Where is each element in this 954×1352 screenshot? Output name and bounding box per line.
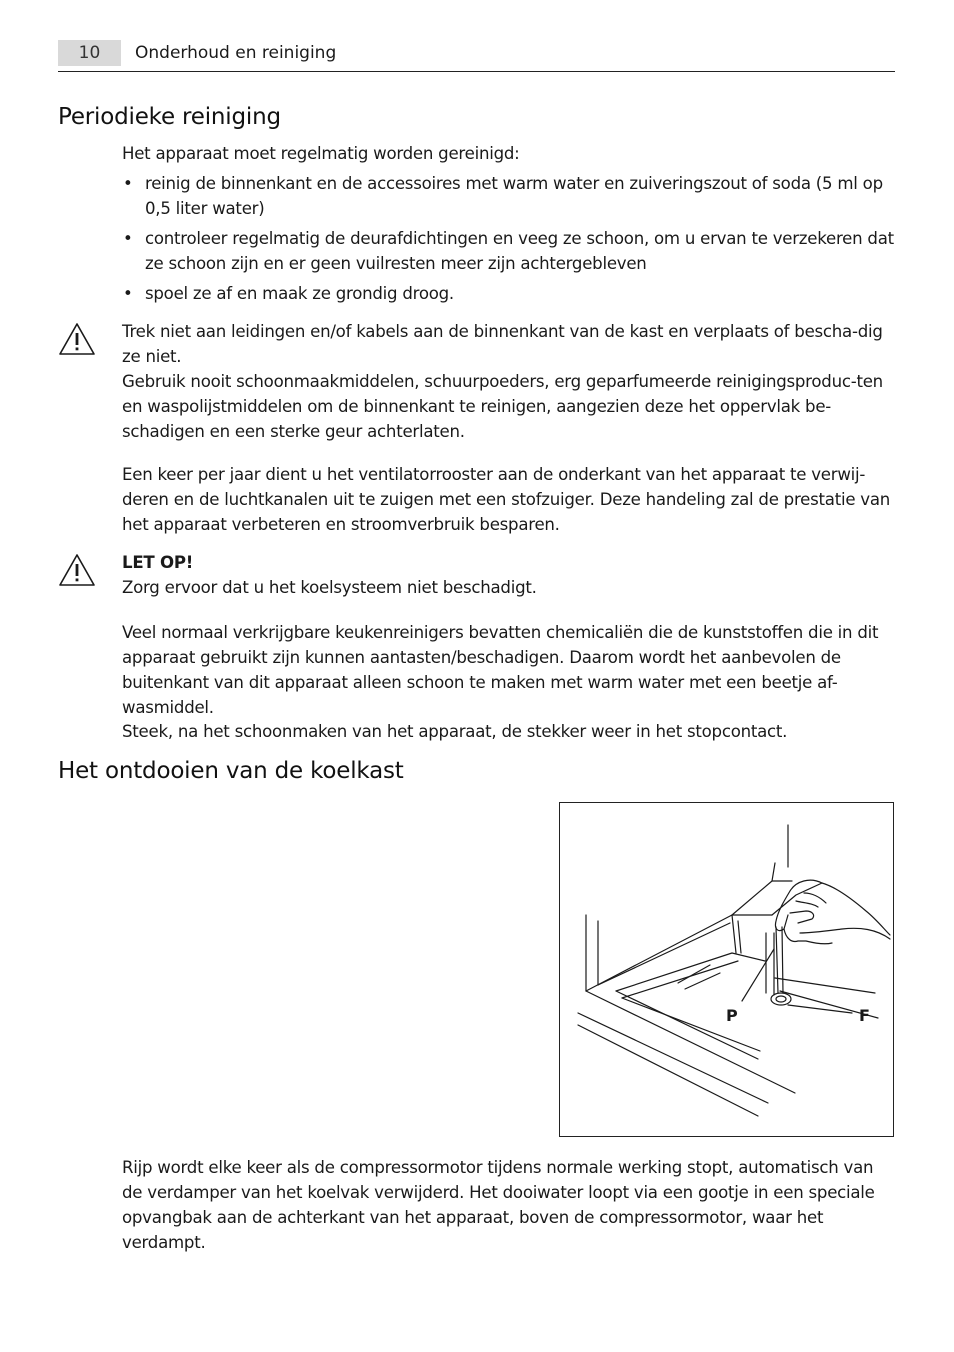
- defrost-drain-illustration: [559, 802, 894, 1137]
- page-number: 10: [58, 40, 121, 66]
- list-item: • reinig de binnenkant en de accessoires met warm water en zuiveringszout of soda (5 ml op 0,5 liter water): [122, 171, 894, 221]
- warning-triangle-icon: [58, 322, 96, 356]
- label-f: F: [859, 1006, 870, 1025]
- heading-periodic-cleaning: Periodieke reiniging: [58, 104, 281, 130]
- caution-text: Zorg ervoor dat u het koelsysteem niet beschadigt.: [122, 578, 537, 597]
- warning-cleaners-text: Gebruik nooit schoonmaakmiddelen, schuurpoeders, erg geparfumeerde reinigingsproduc-ten en waspolijstmiddelen om de binnenkant te reinigen, aangezien deze het oppervlak be-schadigen en een sterke geur achterlaten.: [122, 372, 883, 441]
- warning-cables-text: Trek niet aan leidingen en/of kabels aan de binnenkant van de kast en verplaats of bescha-dig ze niet.: [122, 322, 883, 366]
- list-item: • controleer regelmatig de deurafdichtingen en veeg ze schoon, om u ervan te verzekeren dat ze schoon zijn en er geen vuilresten meer zijn achtergebleven: [122, 226, 894, 276]
- cleaning-steps-list: [122, 171, 894, 311]
- running-section-title: Onderhoud en reiniging: [135, 43, 337, 63]
- page-header: [58, 40, 895, 72]
- plug-back-text: Steek, na het schoonmaken van het apparaat, de stekker weer in het stopcontact.: [122, 722, 788, 741]
- label-p: P: [726, 1006, 738, 1025]
- caution-title: LET OP!: [122, 553, 194, 572]
- yearly-maintenance-text: Een keer per jaar dient u het ventilatorrooster aan de onderkant van het apparaat te verwij-deren en de luchtkanalen uit te zuigen met een stofzuiger. Deze handeling zal de prestatie van het apparaat verbeteren en stroomverbruik besparen.: [122, 465, 891, 534]
- heading-defrosting: Het ontdooien van de koelkast: [58, 758, 404, 784]
- intro-text: Het apparaat moet regelmatig worden gereinigd:: [122, 144, 520, 163]
- defrost-description: Rijp wordt elke keer als de compressormotor tijdens normale werking stopt, automatisch van de verdamper van het koelvak verwijderd. Het dooiwater loopt via een gootje in een speciale opvangbak aan de achterkant van het apparaat, boven de compressormotor, waar het verdampt.: [122, 1158, 875, 1252]
- list-item: • spoel ze af en maak ze grondig droog.: [122, 281, 894, 306]
- illustration-drawing: [560, 803, 893, 1136]
- kitchen-cleaners-text: Veel normaal verkrijgbare keukenreinigers bevatten chemicaliën die de kunststoffen die in dit apparaat gebruikt zijn kunnen aantasten/beschadigen. Daarom wordt het aanbevolen de buitenkant van dit apparaat alleen schoon te maken met warm water met een beetje af-wasmiddel.: [122, 623, 879, 717]
- warning-triangle-icon: [58, 553, 96, 587]
